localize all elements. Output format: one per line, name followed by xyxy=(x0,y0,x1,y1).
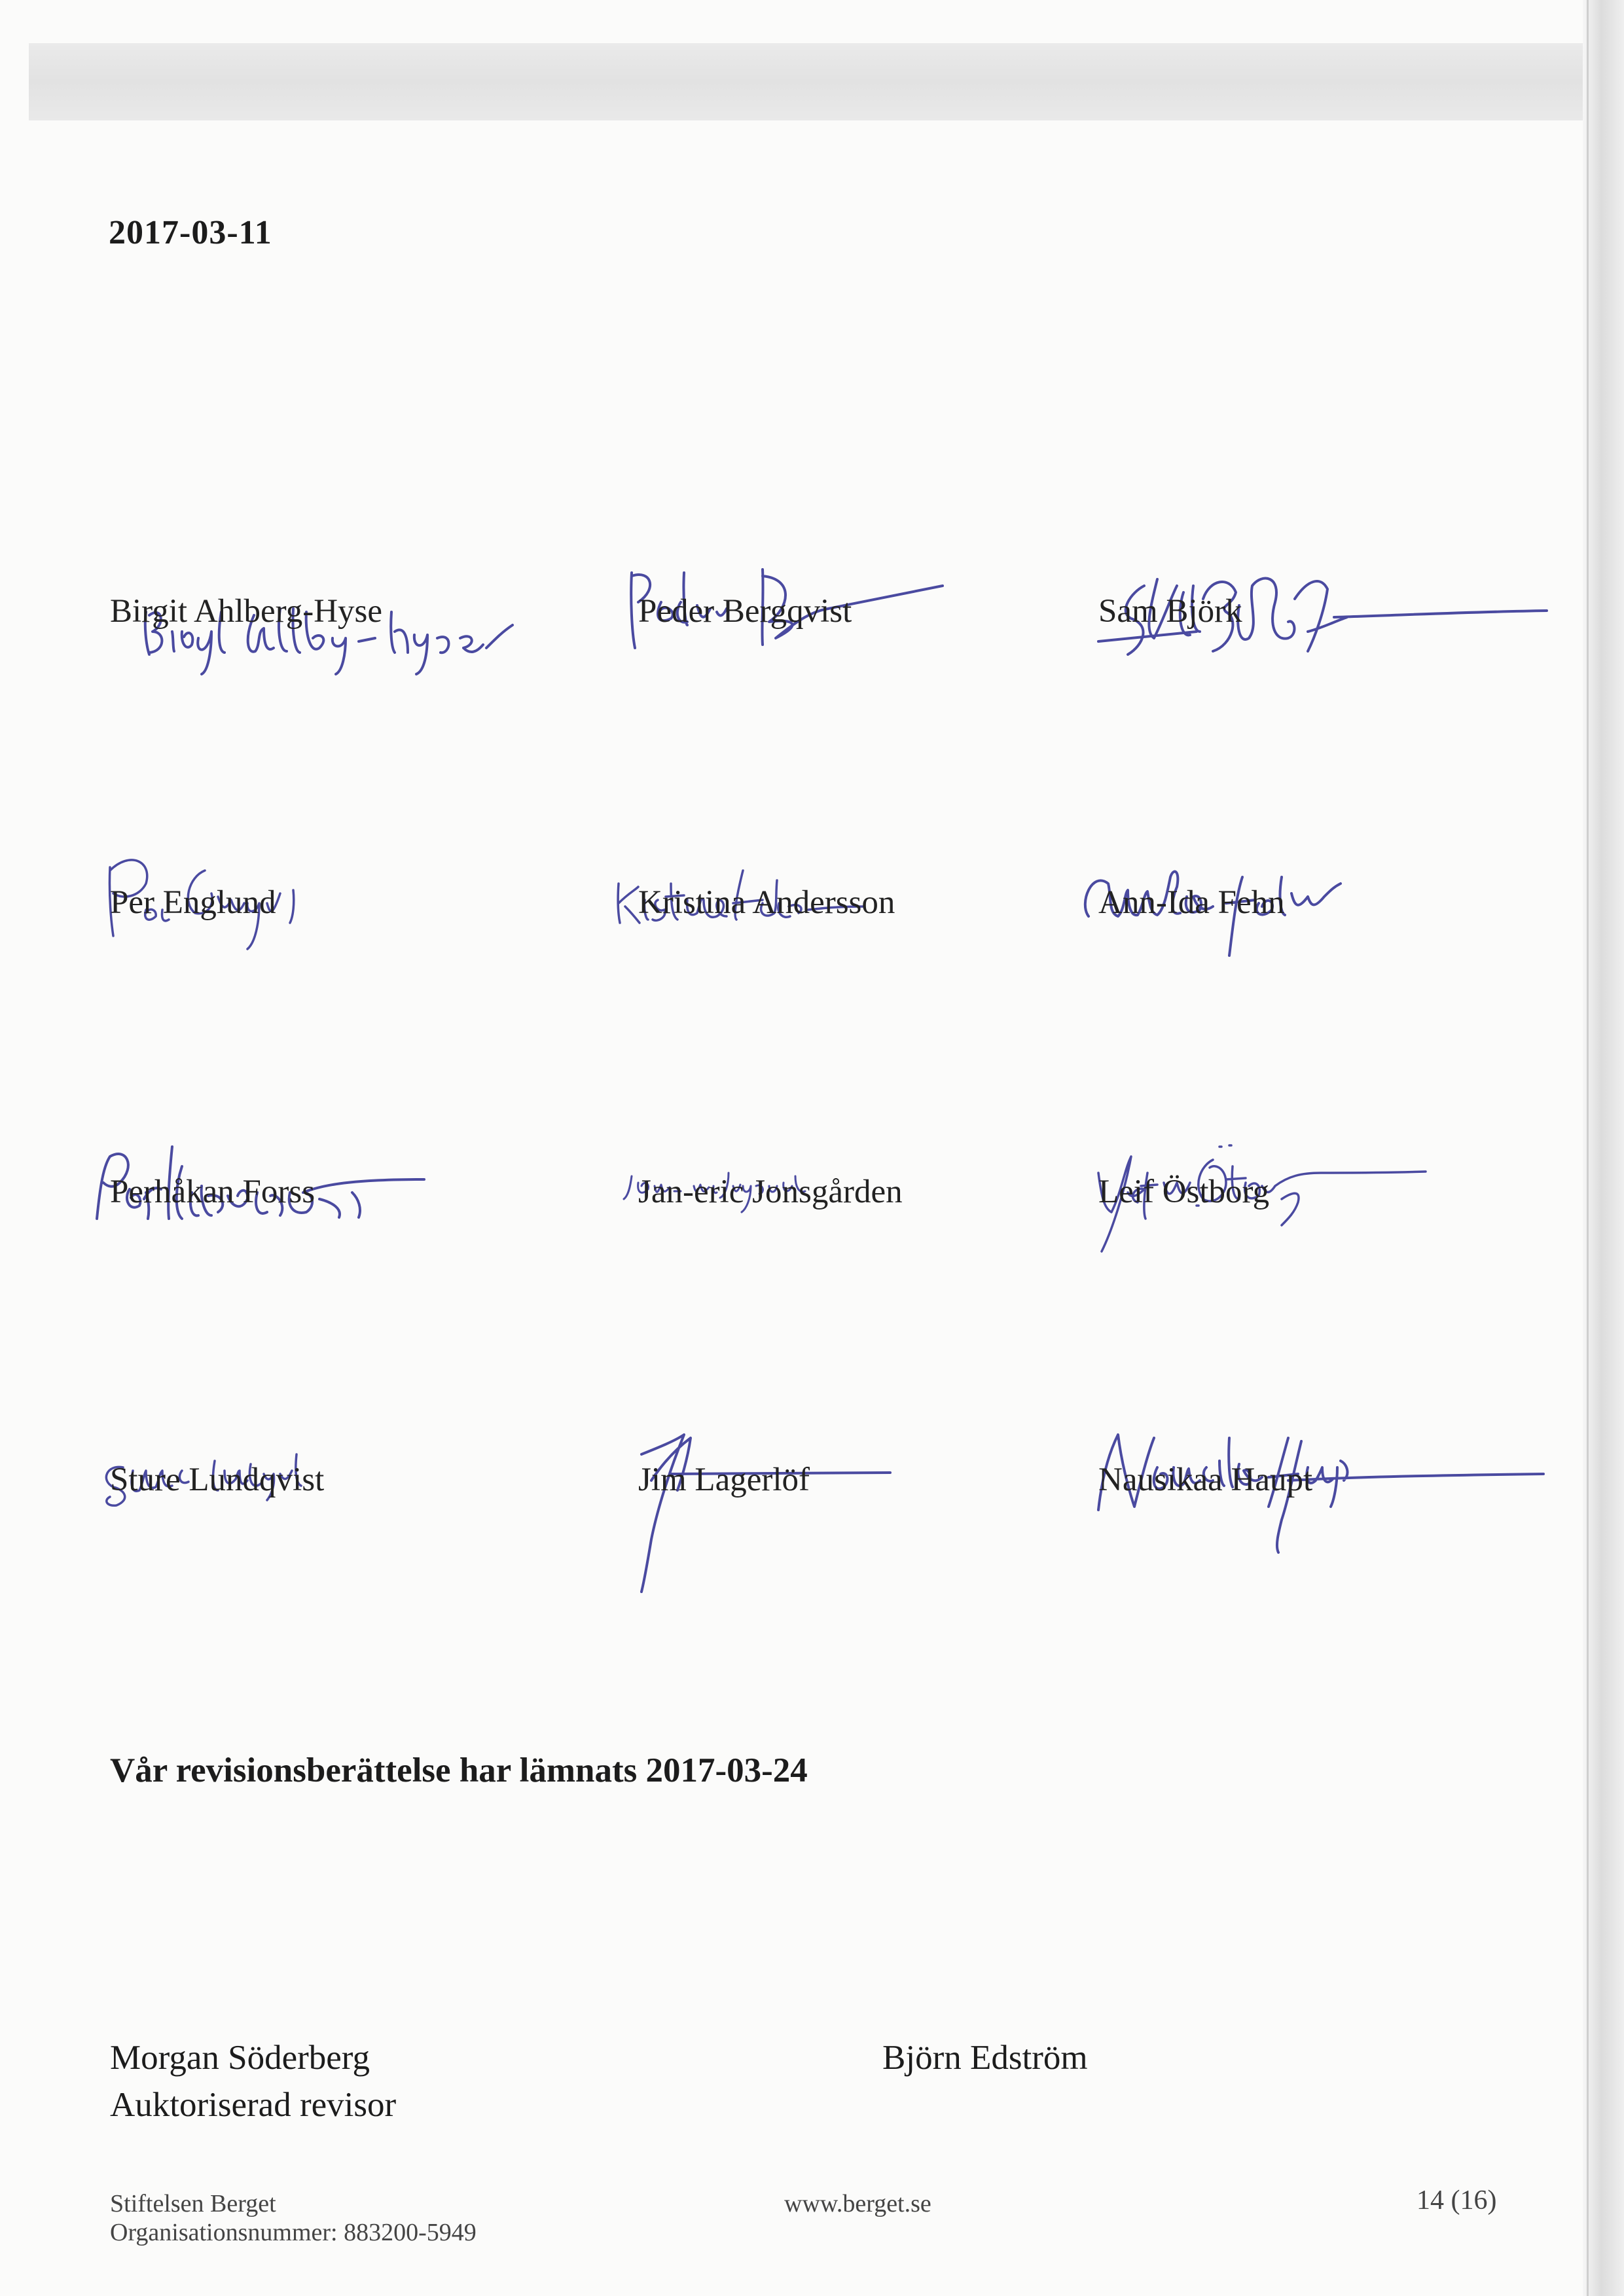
signatory-name: Jan-eric Jonsgården xyxy=(638,1174,903,1210)
handwritten-signature xyxy=(84,1121,594,1317)
signatory-name: Nausikaa Haupt xyxy=(1098,1462,1313,1498)
signature-block-ahlberg-hyse xyxy=(110,592,581,762)
footer-organisation xyxy=(110,2189,477,2247)
page-edge xyxy=(1583,0,1624,2296)
signature-block-englund xyxy=(110,884,581,1054)
signatory-name: Birgit Ahlberg-Hyse xyxy=(110,593,383,630)
handwritten-signature xyxy=(612,1408,1123,1605)
footer-org-name: Stiftelsen Berget xyxy=(110,2190,276,2217)
signatory-name: Kristina Andersson xyxy=(638,884,895,921)
handwritten-signature xyxy=(1072,1121,1583,1317)
handwritten-signature xyxy=(612,540,1123,736)
signature-block-lundqvist xyxy=(110,1461,581,1631)
auditor-block-edstrom xyxy=(882,2034,1088,2081)
handwritten-signature xyxy=(612,831,1123,1028)
signatory-name: Jim Lagerlöf xyxy=(638,1462,810,1498)
signature-block-andersson xyxy=(638,884,1110,1054)
handwritten-signature xyxy=(1072,540,1583,736)
signatory-name: Per Englund xyxy=(110,884,276,921)
signatory-name: Peder Bergqvist xyxy=(638,593,852,630)
signature-block-haupt xyxy=(1098,1461,1570,1631)
signatory-name: Leif Östborg xyxy=(1098,1174,1270,1210)
handwritten-signature xyxy=(84,831,594,1028)
footer-org-number: Organisationsnummer: 883200-5949 xyxy=(110,2219,477,2246)
signature-block-bergqvist xyxy=(638,592,1110,762)
signatory-name: Sture Lundqvist xyxy=(110,1462,325,1498)
document-date: 2017-03-11 xyxy=(109,214,272,251)
signature-block-bjork xyxy=(1098,592,1570,762)
signature-block-forss xyxy=(110,1173,581,1343)
signatory-name: Sam Björk xyxy=(1098,593,1242,630)
handwritten-signature xyxy=(612,1121,1123,1317)
audit-statement: Vår revisionsberättelse har lämnats 2017-03-24 xyxy=(110,1751,808,1789)
signatory-name: Ann-Ida Fehn xyxy=(1098,884,1285,921)
signature-block-jonsgarden xyxy=(638,1173,1110,1343)
auditor-name: Björn Edström xyxy=(882,2039,1088,2077)
signatory-name: Perhåkan Forss xyxy=(110,1174,316,1210)
handwritten-signature xyxy=(1072,831,1583,1028)
auditor-title: Auktoriserad revisor xyxy=(110,2086,397,2124)
handwritten-signature xyxy=(84,1408,594,1605)
footer-page-number: 14 (16) xyxy=(1416,2185,1497,2215)
scan-header-band xyxy=(29,43,1587,120)
footer-website[interactable]: www.berget.se xyxy=(784,2190,931,2217)
signature-block-lagerlof xyxy=(638,1461,1110,1631)
signature-block-ostborg xyxy=(1098,1173,1570,1343)
signature-block-fehn xyxy=(1098,884,1570,1054)
auditor-block-soderberg xyxy=(110,2034,396,2128)
auditor-name: Morgan Söderberg xyxy=(110,2039,370,2077)
handwritten-signature xyxy=(1072,1408,1583,1605)
handwritten-signature xyxy=(84,540,594,736)
